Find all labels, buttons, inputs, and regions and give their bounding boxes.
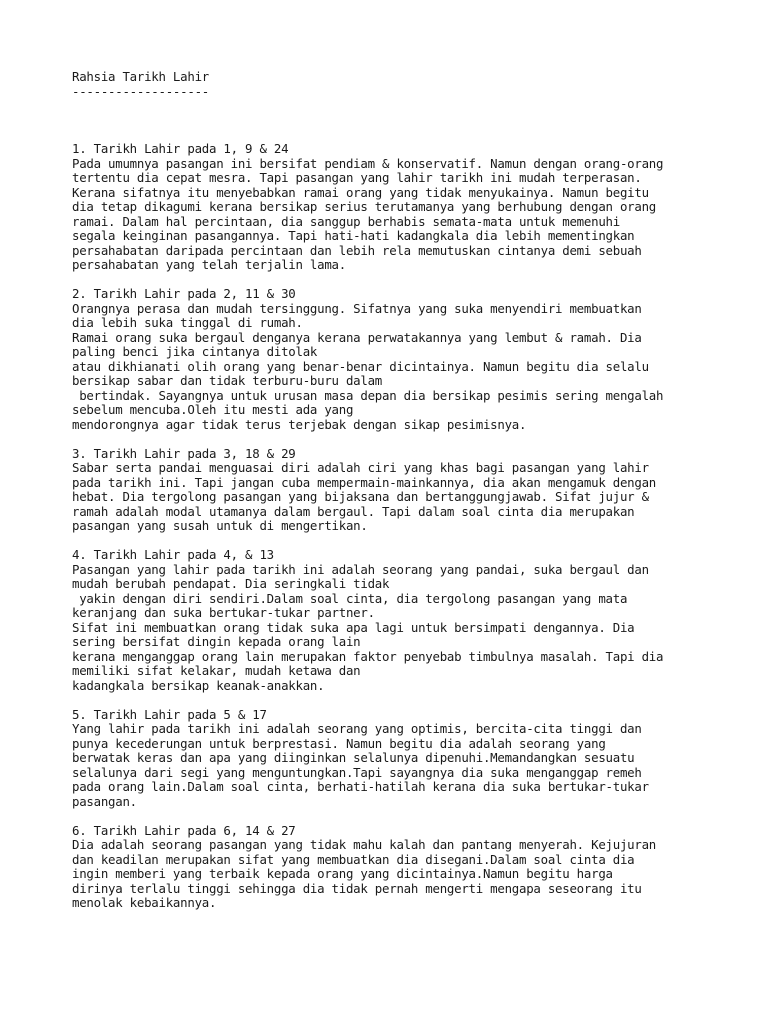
paragraph-line: dia lebih suka tinggal di rumah. — [72, 315, 303, 330]
paragraph-line: keranjang dan suka bertukar-tukar partner. — [72, 605, 375, 620]
paragraph-line: menolak kebaikannya. — [72, 895, 217, 910]
title-underline: ------------------- — [72, 83, 209, 99]
paragraph-line: ramah adalah modal utamanya dalam bergaul. Tapi dalam soal cinta dia merupakan — [72, 503, 635, 519]
paragraph-line: Pasangan yang lahir pada tarikh ini adalah seorang yang pandai, suka bergaul dan — [72, 561, 649, 577]
section-heading: 5. Tarikh Lahir pada 5 & 17 — [72, 706, 267, 722]
paragraph-line: dan keadilan merupakan sifat yang membuatkan dia disegani.Dalam soal cinta dia — [72, 851, 635, 867]
paragraph-line: atau dikhianati olih orang yang benar-benar dicintainya. Namun begitu dia selalu — [72, 358, 649, 374]
paragraph-line: mudah berubah pendapat. Dia seringkali tidak — [72, 576, 390, 591]
paragraph-line: yakin dengan diri sendiri.Dalam soal cinta, dia tergolong pasangan yang mata — [72, 590, 628, 606]
paragraph-line: bersikap sabar dan tidak terburu-buru dalam — [72, 373, 383, 388]
paragraph-line: dirinya terlalu tinggi sehingga dia tidak pernah mengerti mengapa seseorang itu — [72, 880, 642, 896]
paragraph-line: Sabar serta pandai menguasai diri adalah ciri yang khas bagi pasangan yang lahir — [72, 460, 649, 475]
paragraph-line: segala keinginan pasangannya. Tapi hati-hati kadangkala dia lebih mementingkan — [72, 228, 635, 243]
paragraph-line: pasangan. — [72, 793, 137, 809]
paragraph-line: Pada umumnya pasangan ini bersifat pendiam & konservatif. Namun dengan orang-orang — [72, 155, 664, 171]
paragraph-line: paling benci jika cintanya ditolak — [72, 344, 318, 359]
paragraph-line: hebat. Dia tergolong pasangan yang bijaksana dan bertanggungjawab. Sifat jujur & — [72, 489, 649, 504]
document-page — [72, 70, 752, 925]
paragraph-line: persahabatan daripada percintaan dan lebih rela memutuskan cintanya demi sebuah — [72, 242, 642, 258]
paragraph-line: tertentu dia cepat mesra. Tapi pasangan yang lahir tarikh ini mudah terperasan. — [72, 170, 642, 185]
section-5 — [72, 708, 752, 810]
document-title: Rahsia Tarikh Lahir — [72, 69, 209, 84]
section-3 — [72, 447, 752, 534]
section-6 — [72, 824, 752, 911]
paragraph-line: memiliki sifat kelakar, mudah ketawa dan — [72, 663, 361, 678]
section-4 — [72, 548, 752, 693]
paragraph-line: persahabatan yang telah terjalin lama. — [72, 257, 346, 272]
paragraph-line: selalunya dari segi yang menguntungkan.Tapi sayangnya dia suka menganggap remeh — [72, 764, 642, 780]
paragraph-line: punya kecederungan untuk berprestasi. Namun begitu dia adalah seorang yang — [72, 735, 606, 751]
section-heading: 3. Tarikh Lahir pada 3, 18 & 29 — [72, 445, 296, 461]
section-heading: 6. Tarikh Lahir pada 6, 14 & 27 — [72, 822, 296, 838]
section-heading: 4. Tarikh Lahir pada 4, & 13 — [72, 547, 274, 562]
paragraph-line: dia tetap dikagumi kerana bersikap serius terutamanya yang berhubung dengan orang — [72, 199, 656, 214]
header-gap — [72, 99, 752, 142]
paragraph-line: berwatak keras dan apa yang diinginkan selalunya dipenuhi.Memandangkan sesuatu — [72, 750, 635, 765]
paragraph-line: Orangnya perasa dan mudah tersinggung. Sifatnya yang suka menyendiri membuatkan — [72, 300, 642, 316]
paragraph-line: pasangan yang susah untuk di mengertikan. — [72, 518, 368, 533]
paragraph-line: kadangkala bersikap keanak-anakkan. — [72, 677, 325, 693]
section-1 — [72, 142, 752, 273]
paragraph-line: Kerana sifatnya itu menyebabkan ramai orang yang tidak menyukainya. Namun begitu — [72, 184, 649, 200]
paragraph-line: Yang lahir pada tarikh ini adalah seorang yang optimis, bercita-cita tinggi dan — [72, 721, 642, 736]
sections-container — [72, 142, 752, 911]
paragraph-line: sebelum mencuba.Oleh itu mesti ada yang — [72, 402, 354, 417]
paragraph-line: ingin memberi yang terbaik kepada orang yang dicintainya.Namun begitu harga — [72, 866, 613, 881]
paragraph-line: kerana menganggap orang lain merupakan faktor penyebab timbulnya masalah. Tapi dia — [72, 648, 664, 664]
section-heading: 2. Tarikh Lahir pada 2, 11 & 30 — [72, 286, 296, 301]
paragraph-line: pada tarikh ini. Tapi jangan cuba mempermain-mainkannya, dia akan mengamuk dengan — [72, 474, 656, 490]
paragraph-line: mendorongnya agar tidak terus terjebak dengan sikap pesimisnya. — [72, 416, 527, 432]
section-2 — [72, 287, 752, 432]
paragraph-line: pada orang lain.Dalam soal cinta, berhati-hatilah kerana dia suka bertukar-tukar — [72, 779, 649, 794]
paragraph-line: Dia adalah seorang pasangan yang tidak mahu kalah dan pantang menyerah. Kejujuran — [72, 837, 656, 852]
paragraph-line: ramai. Dalam hal percintaan, dia sanggup berhabis semata-mata untuk memenuhi — [72, 213, 620, 229]
paragraph-line: sering bersifat dingin kepada orang lain — [72, 634, 361, 649]
paragraph-line: Sifat ini membuatkan orang tidak suka apa lagi untuk bersimpati dengannya. Dia — [72, 619, 635, 635]
section-heading: 1. Tarikh Lahir pada 1, 9 & 24 — [72, 141, 289, 156]
paragraph-line: Ramai orang suka bergaul denganya kerana perwatakannya yang lembut & ramah. Dia — [72, 329, 642, 345]
paragraph-line: bertindak. Sayangnya untuk urusan masa depan dia bersikap pesimis sering mengalah — [72, 387, 664, 403]
